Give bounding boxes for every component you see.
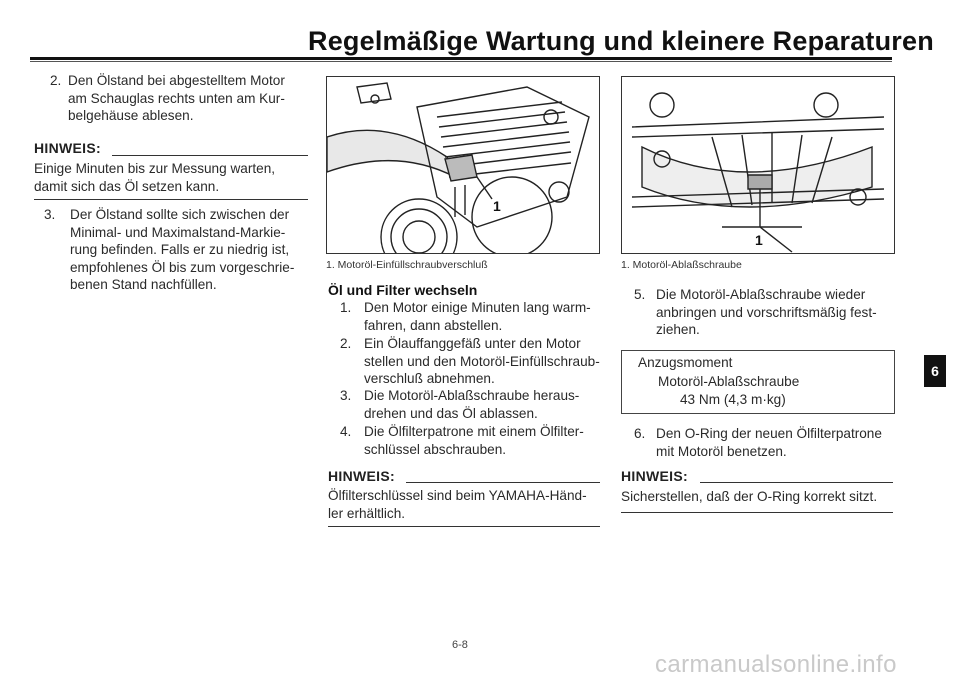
hinweis-line: Einige Minuten bis zur Messung warten, — [34, 161, 276, 176]
step-number: 4. — [340, 424, 352, 439]
hinweis-end-rule — [621, 512, 893, 513]
section-subheading: Öl und Filter wechseln — [328, 282, 478, 298]
torque-spec-box — [621, 350, 895, 414]
step-3 — [44, 206, 312, 294]
step-text-line: Minimal- und Maximalstand-Markie- — [70, 224, 286, 240]
step-number: 3. — [340, 388, 352, 403]
step-text-line: verschluß abnehmen. — [364, 371, 495, 386]
step-text-line: empfohlenes Öl bis zum vorgeschrie- — [70, 259, 295, 275]
engine-illustration — [327, 77, 599, 253]
step-text-line: stellen und den Motoröl-Einfüllschraub- — [364, 353, 600, 369]
hinweis-text — [328, 487, 603, 522]
step-6 — [634, 425, 902, 460]
hinweis-text — [621, 488, 901, 506]
figure-caption: 1. Motoröl-Einfüllschraubverschluß — [326, 259, 488, 271]
step-text-line: Den Motor einige Minuten lang warm- — [364, 300, 591, 315]
step-number: 1. — [340, 300, 352, 315]
figure-oil-filler-cap — [326, 76, 600, 254]
step-text-line: belgehäuse ablesen. — [68, 108, 194, 123]
engine-underside-illustration — [622, 77, 894, 253]
step-text-line: schlüssel abschrauben. — [364, 441, 507, 457]
step-2 — [340, 335, 602, 388]
hinweis-line: damit sich das Öl setzen kann. — [34, 178, 220, 194]
step-4 — [340, 423, 602, 458]
hinweis-line: ler erhältlich. — [328, 505, 406, 521]
header-rule — [30, 57, 892, 60]
torque-value: 43 Nm (4,3 m·kg) — [680, 392, 786, 407]
hinweis-rule — [112, 155, 308, 156]
torque-item: Motoröl-Ablaßschraube — [658, 374, 800, 389]
figure-callout: 1 — [493, 198, 501, 214]
step-1 — [340, 299, 602, 334]
figure-oil-drain-bolt — [621, 76, 895, 254]
step-text-line: anbringen und vorschriftsmäßig fest- — [656, 304, 877, 320]
hinweis-heading: HINWEIS: — [34, 140, 101, 156]
chapter-tab: 6 — [924, 355, 946, 387]
step-number: 3. — [44, 207, 56, 222]
hinweis-line: Ölfilterschlüssel sind beim YAMAHA-Händ- — [328, 488, 587, 503]
step-text-line: benen Stand nachfüllen. — [70, 277, 217, 292]
step-number: 2. — [340, 336, 352, 351]
hinweis-heading: HINWEIS: — [621, 468, 688, 484]
step-text-line: Die Ölfilterpatrone mit einem Ölfilter- — [364, 424, 584, 439]
hinweis-rule — [700, 482, 893, 483]
torque-label: Anzugsmoment — [638, 355, 733, 370]
hinweis-end-rule — [34, 199, 308, 200]
step-text-line: rung befinden. Falls er zu niedrig ist, — [70, 242, 290, 257]
page-number: 6-8 — [452, 639, 468, 651]
step-text-line: fahren, dann abstellen. — [364, 317, 503, 333]
step-text-line: drehen und das Öl ablassen. — [364, 405, 538, 421]
step-text-line: mit Motoröl benetzen. — [656, 443, 787, 459]
step-text-line: ziehen. — [656, 322, 700, 337]
hinweis-text — [34, 160, 314, 195]
step-text-line: Die Motoröl-Ablaßschraube wieder — [656, 287, 866, 302]
hinweis-heading: HINWEIS: — [328, 468, 395, 484]
hinweis-end-rule — [328, 526, 600, 527]
figure-caption: 1. Motoröl-Ablaßschraube — [621, 259, 742, 271]
hinweis-rule — [406, 482, 600, 483]
step-5 — [634, 286, 896, 339]
step-3 — [340, 387, 602, 422]
step-2 — [50, 72, 310, 125]
step-text-line: am Schauglas rechts unten am Kur- — [68, 90, 285, 106]
header-rule-thin — [30, 61, 892, 62]
step-number: 6. — [634, 426, 646, 441]
step-number: 2. — [50, 73, 62, 88]
step-text-line: Den O-Ring der neuen Ölfilterpatrone — [656, 426, 882, 441]
hinweis-line: Sicherstellen, daß der O-Ring korrekt sitzt. — [621, 489, 878, 504]
step-number: 5. — [634, 287, 646, 302]
watermark: carmanualsonline.info — [655, 651, 897, 678]
figure-callout: 1 — [755, 232, 763, 248]
page-title: Regelmäßige Wartung und kleinere Reparaturen — [308, 26, 934, 56]
step-text-line: Die Motoröl-Ablaßschraube heraus- — [364, 388, 580, 403]
step-text-line: Der Ölstand sollte sich zwischen der — [70, 207, 290, 222]
step-text-line: Den Ölstand bei abgestelltem Motor — [68, 73, 285, 88]
step-text-line: Ein Ölauffanggefäß unter den Motor — [364, 336, 581, 351]
